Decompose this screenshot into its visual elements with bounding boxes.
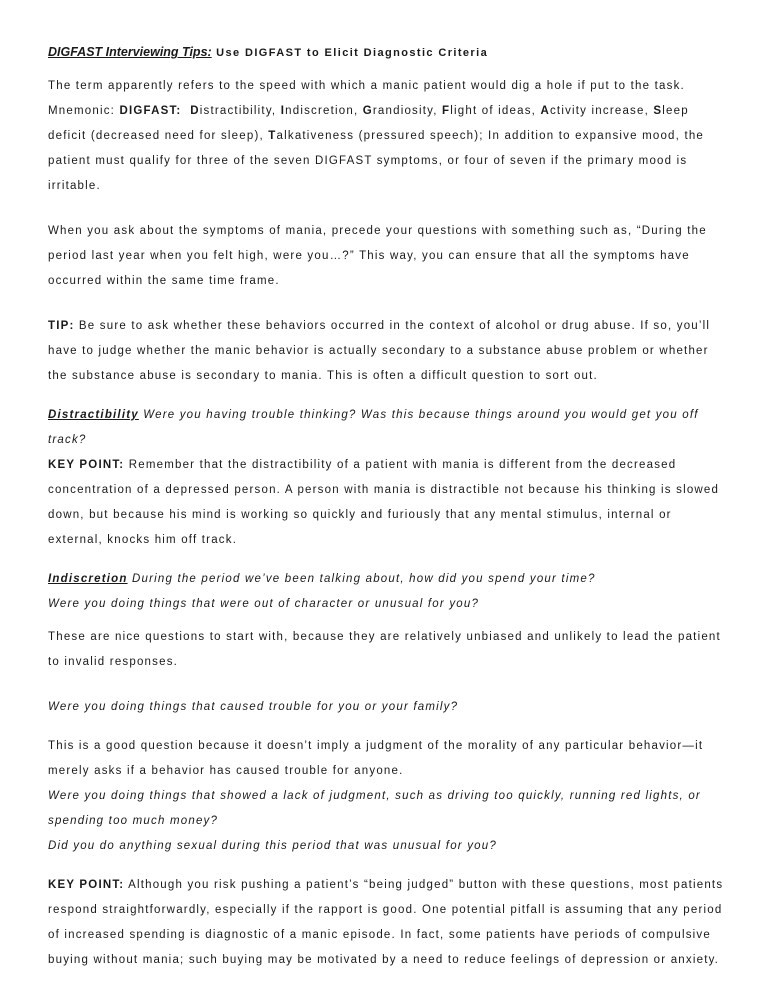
- letter-d: D: [190, 105, 200, 117]
- letter-d-rest: istractibility,: [199, 105, 281, 117]
- letter-a-rest: ctivity increase,: [549, 105, 654, 117]
- indiscretion-key-point: [48, 873, 724, 973]
- letter-s: S: [653, 105, 663, 117]
- key-point-label-2: KEY POINT:: [48, 879, 125, 891]
- indiscretion-question-3-text: Were you doing things that caused trouble for you or your family?: [48, 701, 459, 713]
- indiscretion-question-1: During the period we’ve been talking about, how did you spend your time?: [127, 573, 596, 585]
- indiscretion-question-5: [48, 834, 724, 859]
- mnemonic-paragraph: [48, 99, 724, 199]
- key-point-text-2: Although you risk pushing a patient’s “being judged” button with these questions, most patients respond straightforwardly, especially if the rapport is good. One potential pitfall is assuming that any period of increased spending is diagnostic of a manic episode. In fact, some patients have periods of compulsive buying without mania; such buying may be motivated by a need to reduce feelings of depression or anxiety.: [48, 879, 724, 966]
- letter-f: F: [442, 105, 451, 117]
- mania-paragraph: When you ask about the symptoms of mania, precede your questions with something such as, “During the period last year when you felt high, were you…?” This way, you can ensure that all the symptoms have occurred within the same time frame.: [48, 225, 707, 287]
- tip-label: TIP:: [48, 320, 75, 332]
- title-rest: Use DIGFAST to Elicit Diagnostic Criteria: [211, 47, 489, 59]
- indiscretion-question-4: [48, 784, 724, 834]
- indiscretion-question-3: [48, 695, 724, 720]
- document-title: [48, 40, 724, 66]
- distractibility-question-text: Were you having trouble thinking? Was this because things around you would get you off track?: [48, 409, 699, 446]
- key-point-label: KEY POINT:: [48, 459, 125, 471]
- letter-t: T: [268, 130, 277, 142]
- distractibility-key-point: [48, 453, 724, 553]
- distractibility-heading: Distractibility: [48, 409, 139, 421]
- letter-a: A: [540, 105, 550, 117]
- distractibility-question: [48, 403, 724, 453]
- letter-g-rest: randiosity,: [372, 105, 443, 117]
- indiscretion-comment-1: These are nice questions to start with, because they are relatively unbiased and unlikely to lead the patient to invalid responses.: [48, 631, 721, 668]
- intro-line: The term apparently refers to the speed with which a manic patient would dig a hole if put to the task.: [48, 80, 685, 92]
- indiscretion-question-2-text: Were you doing things that were out of character or unusual for you?: [48, 598, 480, 610]
- indiscretion-question-2: [48, 592, 724, 617]
- letter-f-rest: light of ideas,: [450, 105, 541, 117]
- indiscretion-question: [48, 567, 724, 592]
- tip-text: Be sure to ask whether these behaviors occurred in the context of alcohol or drug abuse. If so, you’ll have to judge whether the manic behavior is actually secondary to a substance abuse problem or whether the substance abuse is secondary to mania. This is often a difficult question to sort out.: [48, 320, 711, 382]
- indiscretion-heading: Indiscretion: [48, 573, 128, 585]
- indiscretion-question-5-text: Did you do anything sexual during this period that was unusual for you?: [48, 840, 497, 852]
- indiscretion-question-4-text: Were you doing things that showed a lack of judgment, such as driving too quickly, running red lights, or spending too much money?: [48, 790, 701, 827]
- document-page: [48, 40, 724, 973]
- key-point-text: Remember that the distractibility of a patient with mania is different from the decreased concentration of a depressed person. A person with mania is distractible not because his thinking is slowed down, but because his mind is working so quickly and furiously that any mental stimulus, internal or external, knocks him off track.: [48, 459, 720, 546]
- letter-g: G: [362, 105, 373, 117]
- letter-t-rest: alkativeness (pressured speech); In addition to expansive mood, the patient must qualify for three of the seven DIGFAST symptoms, or four of seven if the primary mood is irritable.: [48, 130, 705, 192]
- letter-i: I: [280, 105, 286, 117]
- indiscretion-comment-2: This is a good question because it doesn’t imply a judgment of the morality of any particular behavior—it merely asks if a behavior has caused trouble for anyone.: [48, 740, 704, 777]
- tip-paragraph: [48, 314, 724, 389]
- letter-s-rest: leep deficit (decreased need for sleep),: [48, 105, 689, 142]
- mnemonic-word: DIGFAST:: [119, 105, 182, 117]
- mnemonic-label: Mnemonic:: [48, 105, 120, 117]
- title-italic: DIGFAST Interviewing Tips:: [48, 45, 212, 59]
- letter-i-rest: ndiscretion,: [285, 105, 363, 117]
